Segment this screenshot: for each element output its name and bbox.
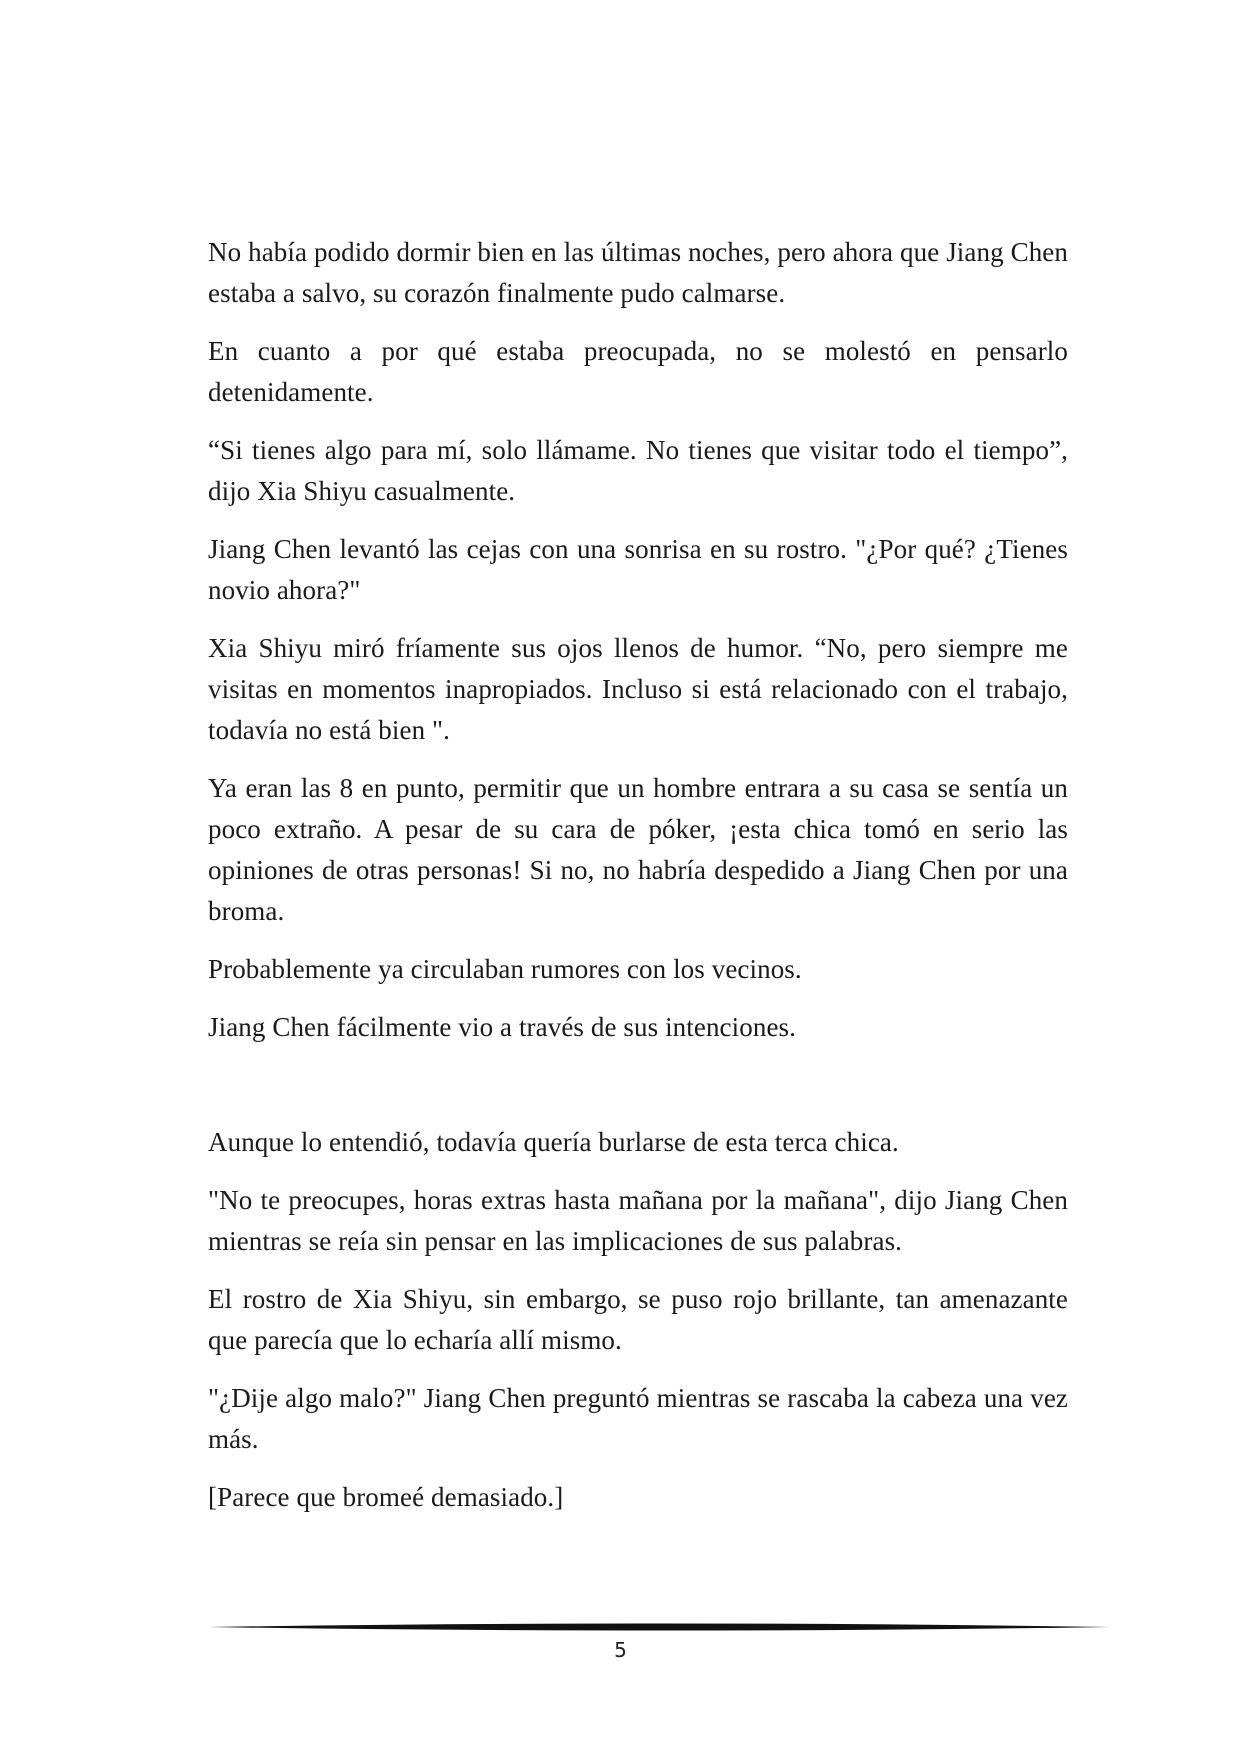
- paragraph: [Parece que bromeé demasiado.]: [208, 1482, 564, 1512]
- paragraph: No había podido dormir bien en las últimas noches, pero ahora que Jiang Chen estaba a salvo, su corazón finalmente pudo calmarse.: [208, 237, 1068, 308]
- footer-divider: [208, 1621, 1110, 1633]
- paragraph: En cuanto a por qué estaba preocupada, no se molestó en pensarlo detenidamente.: [208, 336, 1068, 407]
- paragraph: Ya eran las 8 en punto, permitir que un hombre entrara a su casa se sentía un poco extraño. A pesar de su cara de póker, ¡esta chica tomó en serio las opiniones de otras personas! Si no, no habría despedido a Jiang Chen por una broma.: [208, 773, 1068, 926]
- paragraph: “Si tienes algo para mí, solo llámame. No tienes que visitar todo el tiempo”, dijo Xia Shiyu casualmente.: [208, 435, 1068, 506]
- paragraph: "No te preocupes, horas extras hasta mañana por la mañana", dijo Jiang Chen mientras se reía sin pensar en las implicaciones de sus palabras.: [208, 1185, 1068, 1256]
- paragraph: Xia Shiyu miró fríamente sus ojos llenos de humor. “No, pero siempre me visitas en momentos inapropiados. Incluso si está relacionado con el trabajo, todavía no está bien ".: [208, 633, 1068, 745]
- page-number: 5: [614, 1638, 627, 1662]
- paragraph: Jiang Chen fácilmente vio a través de sus intenciones.: [208, 1012, 796, 1042]
- paragraph: Probablemente ya circulaban rumores con los vecinos.: [208, 954, 802, 984]
- paragraph: Jiang Chen levantó las cejas con una sonrisa en su rostro. "¿Por qué? ¿Tienes novio ahora?": [208, 534, 1068, 605]
- paragraph: "¿Dije algo malo?" Jiang Chen preguntó mientras se rascaba la cabeza una vez más.: [208, 1383, 1068, 1454]
- paragraph: Aunque lo entendió, todavía quería burlarse de esta terca chica.: [208, 1127, 899, 1157]
- page-body: [208, 232, 1068, 1535]
- paragraph: El rostro de Xia Shiyu, sin embargo, se puso rojo brillante, tan amenazante que parecía que lo echaría allí mismo.: [208, 1284, 1068, 1355]
